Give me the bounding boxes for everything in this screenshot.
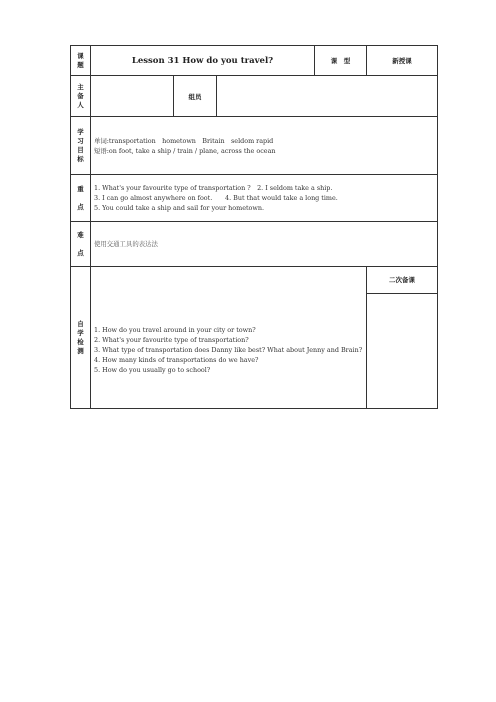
key-points-row	[71, 175, 438, 222]
label-char: 重	[77, 184, 84, 193]
lesson-type-label: 课 型	[315, 46, 367, 76]
member-cell	[174, 76, 438, 117]
label-char: 点	[77, 202, 84, 211]
preparer-value	[91, 76, 174, 117]
label-char: 课	[77, 51, 84, 60]
lesson-plan-table	[70, 45, 438, 409]
objectives-label	[71, 117, 91, 175]
member-label: 组员	[174, 76, 217, 116]
label-char: 学	[77, 328, 84, 337]
question-line: 2. What's your favourite type of transportation?	[94, 335, 249, 344]
objectives-phrases: 短语:on foot, take a ship / train / plane, across the ocean	[94, 146, 276, 155]
topic-label	[71, 46, 91, 76]
label-char: 点	[77, 248, 84, 257]
label-char: 目	[77, 145, 84, 154]
question-line: 3. What type of transportation does Danny like best? What about Jenny and Brain?	[94, 345, 363, 354]
question-line: 5. How do you usually go to school?	[94, 365, 211, 374]
key-points-label	[71, 175, 91, 222]
self-check-label	[71, 267, 91, 409]
self-check-questions	[91, 267, 367, 409]
question-line: 1. How do you travel around in your city or town?	[94, 325, 256, 334]
label-char: 主	[77, 82, 84, 91]
question-line: 4. How many kinds of transportations do we have?	[94, 355, 259, 364]
key-points-content	[91, 175, 438, 222]
objectives-words: 单词:transportation hometown Britain seldom rapid	[94, 136, 274, 145]
member-value	[217, 76, 437, 116]
difficulty-row	[71, 222, 438, 267]
lesson-title: Lesson 31 How do you travel?	[91, 46, 315, 76]
label-char: 人	[77, 100, 84, 109]
preparer-label	[71, 76, 91, 117]
lesson-type-value: 新授课	[367, 46, 438, 76]
key-point-line: 3. I can go almost anywhere on foot. 4. But that would take a long time.	[94, 194, 338, 202]
label-char: 难	[77, 230, 84, 239]
title-row	[71, 46, 438, 76]
label-char: 题	[77, 60, 84, 69]
second-prep-cell	[367, 267, 438, 409]
label-char: 学	[77, 127, 84, 136]
preparer-row	[71, 76, 438, 117]
second-prep-label: 二次备课	[367, 267, 437, 294]
self-check-row	[71, 267, 438, 409]
key-point-line: 5. You could take a ship and sail for your hometown.	[94, 204, 265, 212]
label-char: 自	[77, 319, 84, 328]
difficulty-content: 使用交通工具的表达法	[91, 222, 438, 267]
objectives-content	[91, 117, 438, 175]
label-char: 测	[77, 346, 84, 355]
label-char: 习	[77, 136, 84, 145]
difficulty-label	[71, 222, 91, 267]
label-char: 备	[77, 91, 84, 100]
lesson-plan-sheet	[70, 45, 437, 407]
label-char: 标	[77, 154, 84, 163]
label-char: 检	[77, 337, 84, 346]
key-point-line: 1. What's your favourite type of transportation ? 2. I seldom take a ship.	[94, 184, 333, 192]
objectives-row	[71, 117, 438, 175]
